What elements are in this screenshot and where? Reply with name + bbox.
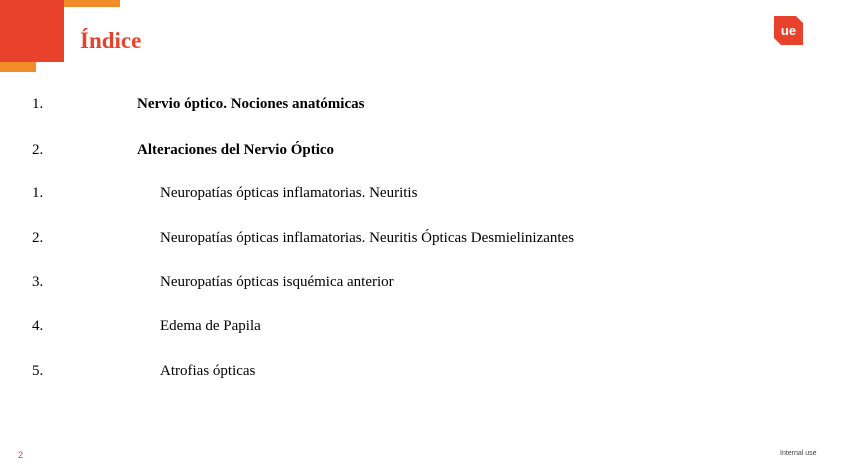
toc-item-1 (0, 93, 848, 115)
toc-item-number: 1. (32, 96, 44, 112)
classification-label: Internal use (780, 450, 817, 457)
toc-item-number: 5. (32, 363, 44, 379)
toc-item-text: Nervio óptico. Nociones anatómicas (137, 96, 365, 112)
toc-item-2 (0, 139, 848, 161)
toc-subitem-3 (0, 271, 848, 293)
toc-item-text: Neuropatías ópticas inflamatorias. Neuritis Ópticas Desmielinizantes (160, 230, 575, 246)
toc-item-text: Atrofias ópticas (160, 363, 256, 379)
toc-item-text: Edema de Papila (160, 318, 261, 334)
logo-text: ue (780, 23, 797, 38)
toc-subitem-5 (0, 360, 848, 382)
toc-item-text: Alteraciones del Nervio Óptico (137, 142, 335, 158)
page-title: Índice (80, 28, 142, 53)
toc-item-number: 2. (32, 142, 44, 158)
toc-item-text: Neuropatías ópticas inflamatorias. Neuritis (160, 185, 418, 201)
toc-item-number: 2. (32, 230, 44, 246)
toc-item-text: Neuropatías ópticas isquémica anterior (160, 274, 394, 290)
toc-subitem-2 (0, 227, 848, 249)
toc-subitem-4 (0, 315, 848, 337)
toc-subitem-1 (0, 182, 848, 204)
page-number: 2 (18, 450, 24, 460)
toc-item-number: 1. (32, 185, 44, 201)
toc-item-number: 4. (32, 318, 44, 334)
toc-item-number: 3. (32, 274, 44, 290)
